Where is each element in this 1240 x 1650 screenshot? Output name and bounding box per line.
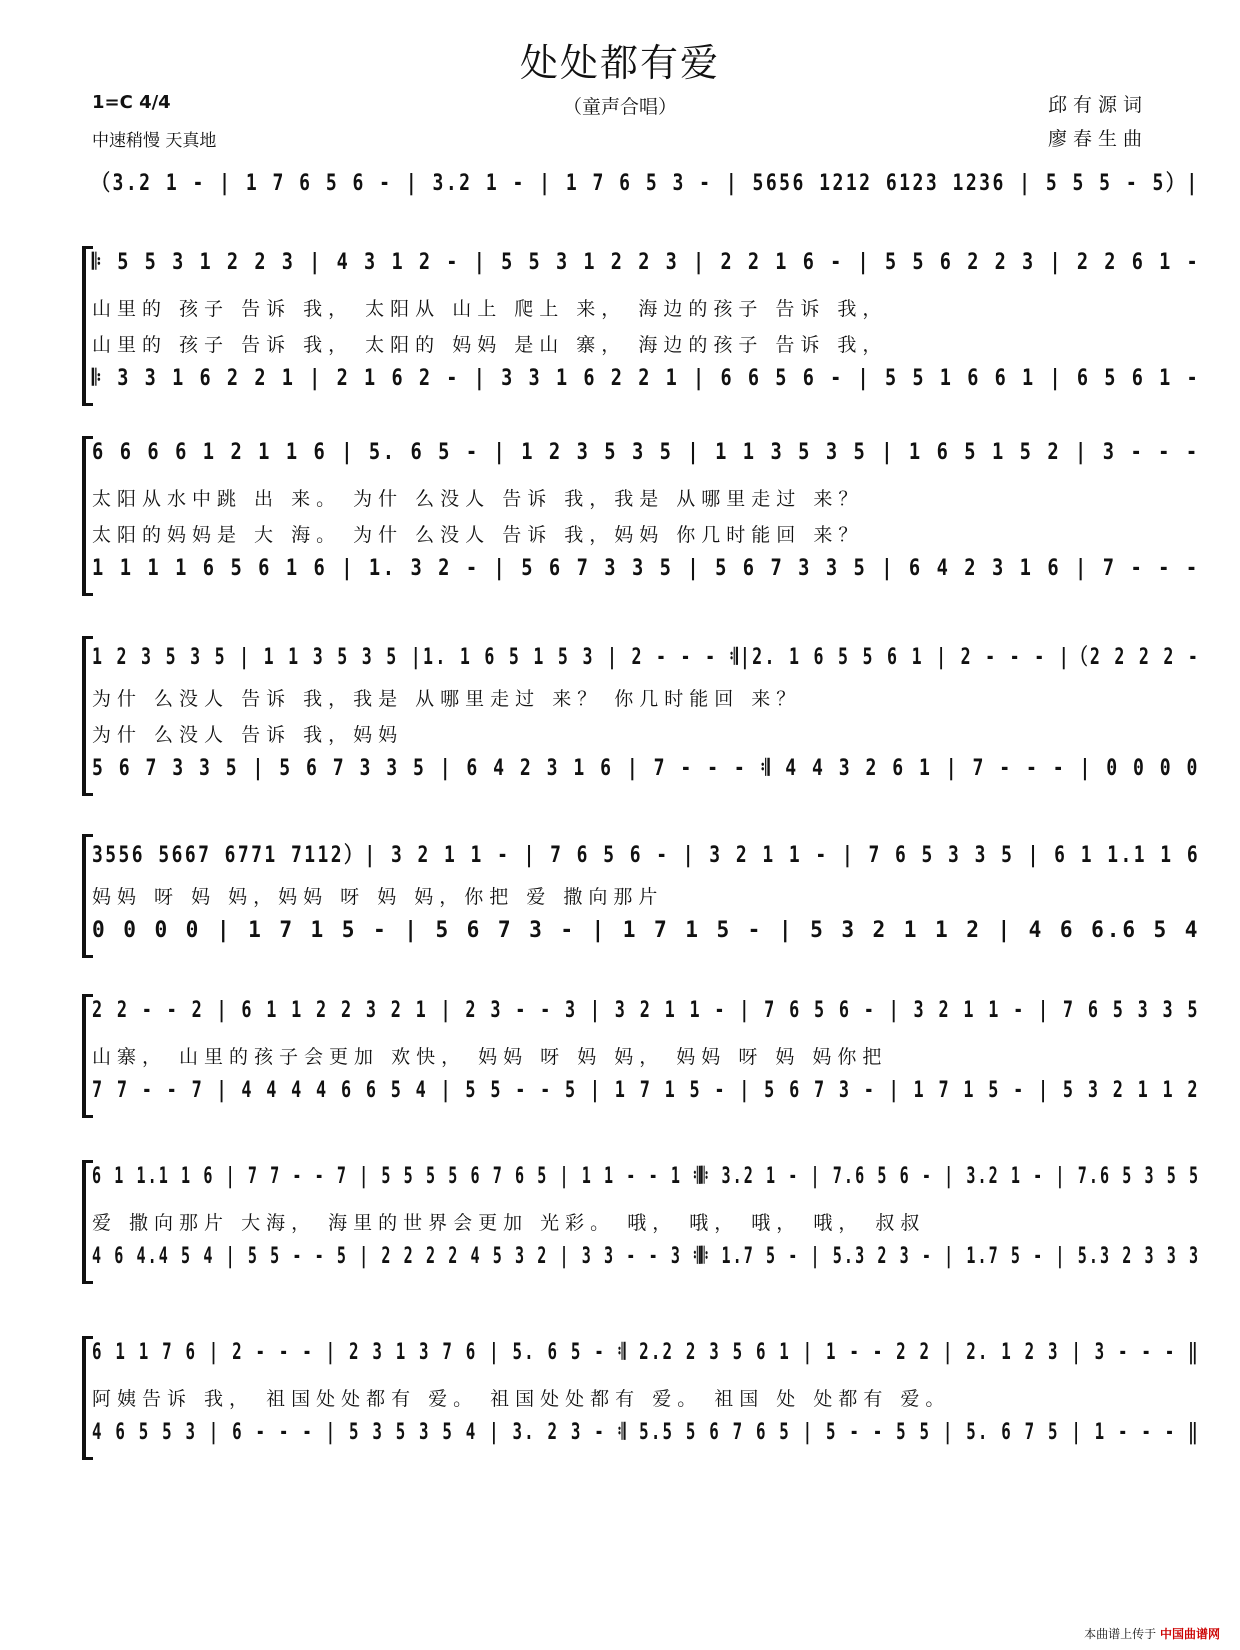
lyric-line: 山里的 孩子 告诉 我， 太阳从 山上 爬上 来， 海边的孩子 告诉 我， <box>92 298 888 320</box>
lyric-line: 太阳的妈妈是 大 海。 为什 么没人 告诉 我，妈妈 你几时能回 来？ <box>92 524 864 546</box>
page-title: 处处都有爱 <box>519 41 720 85</box>
lyric-line: 爱 撒向那片 大海， 海里的世界会更加 光彩。 哦， 哦， 哦， 哦， 叔叔 <box>92 1212 926 1234</box>
notation-line: 3556 5667 6771 7112）| 3 2 1 1 - | 7 6 5 6 - | 3 2 1 1 - | 7 6 5 3 3 5 | 6 1 1.1 1 6 <box>92 843 1201 868</box>
tempo-marking: 中速稍慢 天真地 <box>92 131 217 151</box>
notation-line: （3.2 1 - | 1 7 6 5 6 - | 3.2 1 - | 1 7 6 5 3 - | 5656 1212 6123 1236 | 5 5 5 - 5）| <box>92 171 1200 196</box>
notation-line: 7 7 - - 7 | 4 4 4 4 6 6 5 4 | 5 5 - - 5 | 1 7 1 5 - | 5 6 7 3 - | 1 7 1 5 - | 5 3 2 1 1 2 <box>92 1078 1200 1103</box>
notation-line: 1 1 1 1 6 5 6 1 6 | 1. 3 2 - | 5 6 7 3 3 5 | 5 6 7 3 3 5 | 6 4 2 3 1 6 | 7 - - - <box>92 556 1200 581</box>
key-signature: 1=C 4/4 <box>92 92 171 113</box>
notation-line: 6 1 1 7 6 | 2 - - - | 2 3 1 3 7 6 | 5. 6 5 - 𝄇 2.2 2 3 5 6 1 | 1 - - 2 2 | 2. 1 2 3 | 3 - - - ‖ <box>92 1340 1200 1365</box>
lyric-line: 为什 么没人 告诉 我，我是 从哪里走过 来？ 你几时能回 来？ <box>92 688 802 710</box>
system-bracket <box>82 1336 93 1460</box>
notation-line: 5 6 7 3 3 5 | 5 6 7 3 3 5 | 6 4 2 3 1 6 | 7 - - - 𝄇 4 4 3 2 6 1 | 7 - - - | 0 0 0 0 <box>92 756 1200 781</box>
notation-line: 1 2 3 5 3 5 | 1 1 3 5 3 5 |1. 1 6 5 1 5 3 | 2 - - - 𝄇|2. 1 6 5 5 6 1 | 2 - - - |（2 2 2 2 - <box>92 645 1201 670</box>
system-bracket <box>82 436 93 596</box>
lyric-line: 妈妈 呀 妈 妈，妈妈 呀 妈 妈，你把 爱 撒向那片 <box>92 886 664 908</box>
lyric-line: 阿姨告诉 我， 祖国处处都有 爱。 祖国处处都有 爱。 祖国 处 处都有 爱。 <box>92 1388 951 1410</box>
system-bracket <box>82 994 93 1118</box>
lyric-line: 山寨， 山里的孩子会更加 欢快， 妈妈 呀 妈 妈， 妈妈 呀 妈 妈你把 <box>92 1046 888 1068</box>
lyric-line: 太阳从水中跳 出 来。 为什 么没人 告诉 我，我是 从哪里走过 来？ <box>92 488 864 510</box>
footer-credit <box>1084 1625 1220 1642</box>
lyric-line: 山里的 孩子 告诉 我， 太阳的 妈妈 是山 寨， 海边的孩子 告诉 我， <box>92 334 888 356</box>
system-bracket <box>82 1160 93 1284</box>
notation-line: 2 2 - - 2 | 6 1 1 2 2 3 2 1 | 2 3 - - 3 | 3 2 1 1 - | 7 6 5 6 - | 3 2 1 1 - | 7 6 5 3 3 5 <box>92 998 1200 1023</box>
subtitle: （童声合唱） <box>562 96 677 118</box>
notation-line: 𝄆 5 5 3 1 2 2 3 | 4 3 1 2 - | 5 5 3 1 2 2 3 | 2 2 1 6 - | 5 5 6 2 2 3 | 2 2 6 1 - <box>92 250 1201 275</box>
system-bracket <box>82 636 93 796</box>
lyricist-credit: 邱有源词 <box>1047 94 1148 116</box>
composer-credit: 廖春生曲 <box>1047 128 1148 150</box>
system-bracket <box>82 246 93 406</box>
footer-site: 中国曲谱网 <box>1159 1627 1220 1641</box>
notation-line: 6 1 1.1 1 6 | 7 7 - - 7 | 5 5 5 5 6 7 6 5 | 1 1 - - 1 𝄇𝄆 3.2 1 - | 7.6 5 6 - | 3.2 1 - | 7.6 5 3 5 5 <box>92 1164 1201 1189</box>
notation-line: 6 6 6 6 1 2 1 1 6 | 5. 6 5 - | 1 2 3 5 3 5 | 1 1 3 5 3 5 | 1 6 5 1 5 2 | 3 - - - <box>92 440 1200 465</box>
notation-line: 4 6 4.4 5 4 | 5 5 - - 5 | 2 2 2 2 4 5 3 2 | 3 3 - - 3 𝄇𝄆 1.7 5 - | 5.3 2 3 - | 1.7 5 - | 5.3 2 3 3 3 <box>92 1244 1201 1269</box>
footer-text: 本曲谱上传于 <box>1084 1627 1157 1641</box>
notation-line: 𝄆 3 3 1 6 2 2 1 | 2 1 6 2 - | 3 3 1 6 2 2 1 | 6 6 5 6 - | 5 5 1 6 6 1 | 6 5 6 1 - <box>92 366 1201 391</box>
notation-line: 0 0 0 0 | 1 7 1 5 - | 5 6 7 3 - | 1 7 1 5 - | 5 3 2 1 1 2 | 4 6 6.6 5 4 <box>92 918 1201 943</box>
notation-line: 4 6 5 5 3 | 6 - - - | 5 3 5 3 5 4 | 3. 2 3 - 𝄇 5.5 5 6 7 6 5 | 5 - - 5 5 | 5. 6 7 5 | 1 - - - ‖ <box>92 1420 1200 1445</box>
lyric-line: 为什 么没人 告诉 我，妈妈 <box>92 724 404 746</box>
system-bracket <box>82 834 93 958</box>
